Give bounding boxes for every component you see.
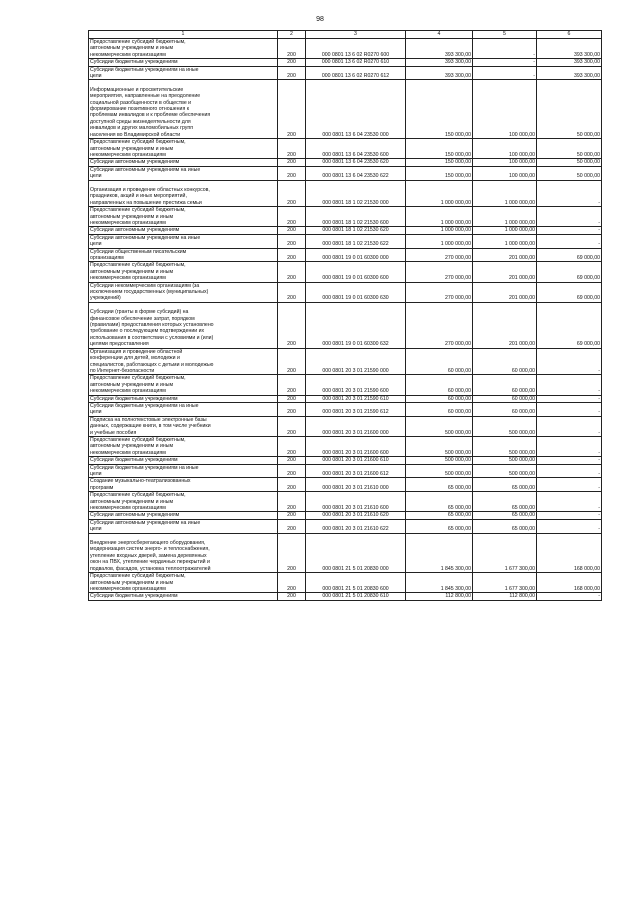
row-code-cell: 200 (278, 248, 306, 262)
row-amount-col6-cell: 168 000,00 (537, 533, 602, 572)
row-amount-col4-cell: 150 000,00 (406, 159, 473, 166)
row-amount-col5-cell: 201 000,00 (473, 248, 537, 262)
row-amount-col4-cell: 1 000 000,00 (406, 207, 473, 227)
row-code-cell: 200 (278, 478, 306, 492)
row-amount-col5-cell: 1 677 300,00 (473, 533, 537, 572)
row-amount-col5-cell: 100 000,00 (473, 166, 537, 180)
row-classification-cell: 000 0801 20 3 01 21600 000 (306, 416, 406, 436)
row-amount-col5-cell: 100 000,00 (473, 139, 537, 159)
row-amount-col6-cell: 50 000,00 (537, 166, 602, 180)
row-code-cell: 200 (278, 282, 306, 302)
row-amount-col6-cell: 50 000,00 (537, 139, 602, 159)
row-classification-cell: 000 0801 13 6 04 23530 620 (306, 159, 406, 166)
row-amount-col5-cell: 500 000,00 (473, 464, 537, 478)
page-number: 98 (316, 16, 324, 23)
row-amount-col5-cell: 201 000,00 (473, 262, 537, 282)
row-amount-col6-cell: 168 000,00 (537, 573, 602, 593)
row-code-cell: 200 (278, 302, 306, 348)
table-row (89, 416, 602, 436)
row-code-cell: 200 (278, 207, 306, 227)
row-classification-cell: 000 0801 20 3 01 21610 600 (306, 492, 406, 512)
table-row (89, 282, 602, 302)
row-amount-col6-cell: 69 000,00 (537, 262, 602, 282)
table-row (89, 227, 602, 234)
row-code-cell: 200 (278, 492, 306, 512)
row-code-cell: 200 (278, 464, 306, 478)
table-row (89, 166, 602, 180)
row-amount-col4-cell: 270 000,00 (406, 302, 473, 348)
column-header: 5 (473, 31, 537, 39)
row-amount-col5-cell: 65 000,00 (473, 492, 537, 512)
row-name-cell: Предоставление субсидий бюджетным, автономным учреждениям и иным некоммерческим организациям (89, 436, 278, 456)
row-classification-cell: 000 0801 20 3 01 21590 610 (306, 395, 406, 402)
row-amount-col5-cell: 1 000 000,00 (473, 234, 537, 248)
table-row (89, 573, 602, 593)
row-classification-cell: 000 0801 20 3 01 21590 612 (306, 402, 406, 416)
row-amount-col5-cell: 65 000,00 (473, 519, 537, 533)
row-amount-col4-cell: 393 300,00 (406, 59, 473, 66)
row-code-cell: 200 (278, 348, 306, 375)
row-amount-col5-cell: 1 000 000,00 (473, 180, 537, 207)
row-classification-cell: 000 0801 20 3 01 21610 622 (306, 519, 406, 533)
row-classification-cell: 000 0801 21 5 01 20830 610 (306, 593, 406, 600)
row-code-cell: 200 (278, 375, 306, 395)
row-amount-col4-cell: 112 800,00 (406, 593, 473, 600)
row-amount-col4-cell: 60 000,00 (406, 375, 473, 395)
table-row (89, 395, 602, 402)
row-code-cell: 200 (278, 457, 306, 464)
row-amount-col4-cell: 60 000,00 (406, 395, 473, 402)
row-amount-col5-cell: - (473, 66, 537, 80)
row-name-cell: Субсидии автономным учреждениям на иные цели (89, 519, 278, 533)
row-amount-col6-cell: - (537, 227, 602, 234)
row-amount-col5-cell: 201 000,00 (473, 302, 537, 348)
row-amount-col4-cell: 150 000,00 (406, 139, 473, 159)
row-code-cell: 200 (278, 395, 306, 402)
row-amount-col5-cell: 201 000,00 (473, 282, 537, 302)
row-name-cell: Предоставление субсидий бюджетным, автономным учреждениям и иным некоммерческим организациям (89, 207, 278, 227)
row-amount-col5-cell: 100 000,00 (473, 159, 537, 166)
row-name-cell: Внедрение энергосберегающего оборудования, модернизация систем энерго- и теплоснабжения, утепление входных дверей, замена деревянных окон на ПВХ, утепление чердачных перекрытий и подвалов, фасадов, установка теплоотражателей (89, 533, 278, 572)
row-code-cell: 200 (278, 180, 306, 207)
row-amount-col5-cell: 500 000,00 (473, 416, 537, 436)
row-classification-cell: 000 0801 20 3 01 21590 600 (306, 375, 406, 395)
row-name-cell: Информационные и просветительские мероприятия, направленные на преодоление социальной разобщенности в обществе и формирование позитивного отношения к проблемам инвалидов и к проблеме обеспечения доступной среды жизнедеятельности для инвалидов и других маломобильных групп населения во Владимирской области (89, 80, 278, 139)
row-amount-col6-cell: 50 000,00 (537, 80, 602, 139)
column-header: 3 (306, 31, 406, 39)
row-amount-col4-cell: 500 000,00 (406, 464, 473, 478)
table-header-row (89, 31, 602, 39)
table-row (89, 159, 602, 166)
row-amount-col4-cell: 65 000,00 (406, 478, 473, 492)
row-classification-cell: 000 0801 18 1 02 21530 600 (306, 207, 406, 227)
row-name-cell: Субсидии бюджетным учреждениям на иные цели (89, 402, 278, 416)
row-classification-cell: 000 0801 18 1 02 21530 620 (306, 227, 406, 234)
row-amount-col4-cell: 65 000,00 (406, 492, 473, 512)
row-name-cell: Предоставление субсидий бюджетным, автономным учреждениям и иным некоммерческим организациям (89, 492, 278, 512)
row-classification-cell: 000 0801 20 3 01 21590 000 (306, 348, 406, 375)
row-amount-col5-cell: 1 000 000,00 (473, 227, 537, 234)
table-row (89, 519, 602, 533)
table-row (89, 464, 602, 478)
row-amount-col5-cell: - (473, 39, 537, 59)
table-row (89, 234, 602, 248)
row-amount-col5-cell: 65 000,00 (473, 478, 537, 492)
row-amount-col5-cell: 60 000,00 (473, 375, 537, 395)
row-code-cell: 200 (278, 39, 306, 59)
row-name-cell: Субсидии автономным учреждениям (89, 512, 278, 519)
column-header: 4 (406, 31, 473, 39)
row-classification-cell: 000 0801 19 0 01 60300 632 (306, 302, 406, 348)
row-name-cell: Субсидии бюджетным учреждениям на иные цели (89, 66, 278, 80)
row-amount-col5-cell: 112 800,00 (473, 593, 537, 600)
table-body (89, 39, 602, 601)
table-row (89, 492, 602, 512)
row-code-cell: 200 (278, 512, 306, 519)
row-classification-cell: 000 0801 20 3 01 21610 000 (306, 478, 406, 492)
row-name-cell: Предоставление субсидий бюджетным, автономным учреждениям и иным некоммерческим организациям (89, 262, 278, 282)
row-amount-col4-cell: 1 000 000,00 (406, 234, 473, 248)
row-amount-col4-cell: 270 000,00 (406, 248, 473, 262)
row-name-cell: Субсидии бюджетным учреждениям (89, 395, 278, 402)
row-name-cell: Подписка на полнотекстовые электронные базы данных, содержащие книги, в том числе учебники и учебные пособия (89, 416, 278, 436)
row-amount-col6-cell: - (537, 207, 602, 227)
row-classification-cell: 000 0801 13 6 02 R0270 612 (306, 66, 406, 80)
row-classification-cell: 000 0801 13 6 02 R0270 600 (306, 39, 406, 59)
row-classification-cell: 000 0801 21 5 01 20830 000 (306, 533, 406, 572)
table-row (89, 348, 602, 375)
row-amount-col5-cell: 1 000 000,00 (473, 207, 537, 227)
table-row (89, 478, 602, 492)
row-amount-col6-cell: - (537, 519, 602, 533)
row-classification-cell: 000 0801 13 6 04 23530 600 (306, 139, 406, 159)
table-row (89, 302, 602, 348)
row-code-cell: 200 (278, 416, 306, 436)
row-name-cell: Субсидии автономным учреждениям (89, 159, 278, 166)
row-name-cell: Субсидии автономным учреждениям на иные цели (89, 166, 278, 180)
row-amount-col5-cell: 1 677 300,00 (473, 573, 537, 593)
row-amount-col4-cell: 500 000,00 (406, 436, 473, 456)
table-row (89, 80, 602, 139)
row-amount-col6-cell: 50 000,00 (537, 159, 602, 166)
row-amount-col4-cell: 500 000,00 (406, 416, 473, 436)
row-amount-col5-cell: 100 000,00 (473, 80, 537, 139)
column-header: 1 (89, 31, 278, 39)
row-amount-col4-cell: 1 845 300,00 (406, 573, 473, 593)
table-row (89, 436, 602, 456)
row-amount-col6-cell: 69 000,00 (537, 248, 602, 262)
row-amount-col5-cell: 500 000,00 (473, 436, 537, 456)
row-code-cell: 200 (278, 227, 306, 234)
budget-table (88, 30, 602, 601)
row-amount-col5-cell: - (473, 59, 537, 66)
table-row (89, 593, 602, 600)
row-name-cell: Предоставление субсидий бюджетным, автономным учреждениям и иным некоммерческим организациям (89, 573, 278, 593)
row-amount-col6-cell: 393 300,00 (537, 59, 602, 66)
row-classification-cell: 000 0801 20 3 01 21600 600 (306, 436, 406, 456)
row-code-cell: 200 (278, 436, 306, 456)
row-amount-col4-cell: 393 300,00 (406, 66, 473, 80)
row-name-cell: Субсидии некоммерческим организациям (за исключением государственных (муниципальных) учреждений) (89, 282, 278, 302)
row-code-cell: 200 (278, 166, 306, 180)
row-name-cell: Создание музыкально-театрализованных программ (89, 478, 278, 492)
table-row (89, 66, 602, 80)
row-code-cell: 200 (278, 533, 306, 572)
row-amount-col4-cell: 60 000,00 (406, 348, 473, 375)
row-code-cell: 200 (278, 139, 306, 159)
table-row (89, 512, 602, 519)
row-amount-col5-cell: 500 000,00 (473, 457, 537, 464)
row-code-cell: 200 (278, 59, 306, 66)
table-row (89, 139, 602, 159)
row-amount-col6-cell: - (537, 464, 602, 478)
row-code-cell: 200 (278, 234, 306, 248)
row-amount-col4-cell: 65 000,00 (406, 519, 473, 533)
row-classification-cell: 000 0801 13 6 04 23530 000 (306, 80, 406, 139)
row-amount-col6-cell: - (537, 436, 602, 456)
table-row (89, 375, 602, 395)
row-amount-col5-cell: 60 000,00 (473, 395, 537, 402)
row-amount-col4-cell: 60 000,00 (406, 402, 473, 416)
row-amount-col6-cell: - (537, 375, 602, 395)
row-amount-col6-cell: 69 000,00 (537, 282, 602, 302)
row-name-cell: Субсидии автономным учреждениям на иные цели (89, 234, 278, 248)
row-name-cell: Организация и проведение областной конференции для детей, молодежи и специалистов, работающих с детьми и молодежью по Интернет-безопасности (89, 348, 278, 375)
table-row (89, 248, 602, 262)
row-amount-col6-cell: - (537, 234, 602, 248)
row-amount-col6-cell: - (537, 457, 602, 464)
row-amount-col4-cell: 150 000,00 (406, 166, 473, 180)
row-classification-cell: 000 0801 18 1 02 21530 622 (306, 234, 406, 248)
row-name-cell: Субсидии бюджетным учреждениям (89, 593, 278, 600)
row-amount-col6-cell: - (537, 395, 602, 402)
row-name-cell: Организация и проведение областных конкурсов, праздников, акций и иных мероприятий, направленных на повышение престижа семьи (89, 180, 278, 207)
table-row (89, 207, 602, 227)
row-classification-cell: 000 0801 19 0 01 60300 600 (306, 262, 406, 282)
row-classification-cell: 000 0801 13 6 04 23530 622 (306, 166, 406, 180)
row-amount-col5-cell: 65 000,00 (473, 512, 537, 519)
row-amount-col6-cell: 393 300,00 (537, 66, 602, 80)
row-classification-cell: 000 0801 18 1 02 21530 000 (306, 180, 406, 207)
row-amount-col6-cell: - (537, 512, 602, 519)
row-classification-cell: 000 0801 20 3 01 21600 610 (306, 457, 406, 464)
row-name-cell: Предоставление субсидий бюджетным, автономным учреждениям и иным некоммерческим организациям (89, 139, 278, 159)
row-name-cell: Субсидии бюджетным учреждениям (89, 457, 278, 464)
table-row (89, 402, 602, 416)
row-amount-col6-cell: - (537, 180, 602, 207)
row-amount-col6-cell: - (537, 478, 602, 492)
row-code-cell: 200 (278, 80, 306, 139)
row-name-cell: Предоставление субсидий бюджетным, автономным учреждениям и иным некоммерческим организациям (89, 39, 278, 59)
row-amount-col4-cell: 150 000,00 (406, 80, 473, 139)
row-name-cell: Субсидии (гранты в форме субсидий) на финансовое обеспечение затрат, порядком (правилами) предоставления которых установлено требование о последующем подтверждении их использования в соответствии с условиями и (или) целями предоставления (89, 302, 278, 348)
row-amount-col6-cell: 393 300,00 (537, 39, 602, 59)
row-amount-col4-cell: 500 000,00 (406, 457, 473, 464)
row-code-cell: 200 (278, 573, 306, 593)
column-header: 2 (278, 31, 306, 39)
row-classification-cell: 000 0801 20 3 01 21610 620 (306, 512, 406, 519)
row-amount-col5-cell: 60 000,00 (473, 402, 537, 416)
table-row (89, 457, 602, 464)
row-code-cell: 200 (278, 159, 306, 166)
row-amount-col4-cell: 270 000,00 (406, 262, 473, 282)
row-classification-cell: 000 0801 20 3 01 21600 612 (306, 464, 406, 478)
column-header: 6 (537, 31, 602, 39)
row-name-cell: Субсидии бюджетным учреждениям (89, 59, 278, 66)
row-name-cell: Субсидии бюджетным учреждениям на иные цели (89, 464, 278, 478)
row-amount-col6-cell: - (537, 593, 602, 600)
row-amount-col4-cell: 270 000,00 (406, 282, 473, 302)
row-code-cell: 200 (278, 66, 306, 80)
row-classification-cell: 000 0801 21 5 01 20830 600 (306, 573, 406, 593)
row-code-cell: 200 (278, 402, 306, 416)
row-code-cell: 200 (278, 519, 306, 533)
row-name-cell: Субсидии автономным учреждениям (89, 227, 278, 234)
row-amount-col4-cell: 1 000 000,00 (406, 180, 473, 207)
table-row (89, 533, 602, 572)
table-row (89, 59, 602, 66)
row-amount-col6-cell: 69 000,00 (537, 302, 602, 348)
row-name-cell: Предоставление субсидий бюджетным, автономным учреждениям и иным некоммерческим организациям (89, 375, 278, 395)
row-amount-col5-cell: 60 000,00 (473, 348, 537, 375)
row-classification-cell: 000 0801 13 6 02 R0270 610 (306, 59, 406, 66)
table-row (89, 180, 602, 207)
row-classification-cell: 000 0801 19 0 01 60300 630 (306, 282, 406, 302)
row-amount-col4-cell: 1 845 300,00 (406, 533, 473, 572)
row-classification-cell: 000 0801 19 0 01 60300 000 (306, 248, 406, 262)
row-name-cell: Субсидии общественным писательским организациям (89, 248, 278, 262)
row-amount-col4-cell: 1 000 000,00 (406, 227, 473, 234)
row-amount-col4-cell: 65 000,00 (406, 512, 473, 519)
row-code-cell: 200 (278, 262, 306, 282)
row-amount-col6-cell: - (537, 402, 602, 416)
row-amount-col4-cell: 393 300,00 (406, 39, 473, 59)
row-code-cell: 200 (278, 593, 306, 600)
row-amount-col6-cell: - (537, 348, 602, 375)
table-row (89, 262, 602, 282)
row-amount-col6-cell: - (537, 492, 602, 512)
row-amount-col6-cell: - (537, 416, 602, 436)
table-row (89, 39, 602, 59)
